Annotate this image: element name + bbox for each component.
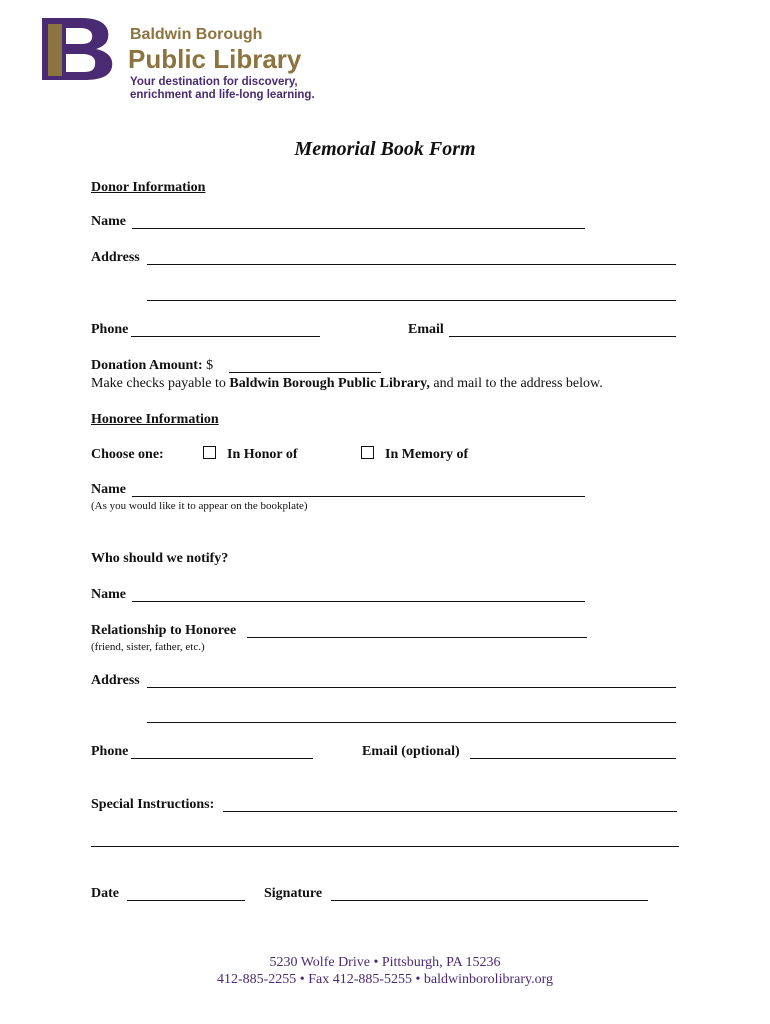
footer-contact: 412-885-2255 • Fax 412-885-5255 • baldwinborolibrary.org [216, 972, 554, 987]
checks-suffix: and mail to the address below. [433, 376, 603, 391]
in-memory-checkbox[interactable] [361, 446, 374, 459]
date-field[interactable] [127, 900, 245, 901]
notify-email-label: Email (optional) [362, 744, 460, 759]
footer-address: 5230 Wolfe Drive • Pittsburgh, PA 15236 [269, 955, 501, 970]
donor-address-field-1[interactable] [147, 264, 676, 265]
notify-phone-label: Phone [91, 744, 129, 759]
donation-currency: $ [206, 358, 214, 373]
notify-email-field[interactable] [470, 758, 676, 759]
notify-phone-field[interactable] [131, 758, 313, 759]
signature-label: Signature [264, 886, 323, 901]
donor-name-field[interactable] [132, 228, 585, 229]
relationship-hint: (friend, sister, father, etc.) [91, 641, 205, 653]
honoree-name-hint: (As you would like it to appear on the bookplate) [91, 500, 308, 512]
notify-address-field-1[interactable] [147, 687, 676, 688]
special-instructions-label: Special Instructions: [91, 797, 215, 812]
logo-tagline-line2: enrichment and life-long learning. [130, 89, 315, 101]
notify-heading: Who should we notify? [91, 551, 229, 566]
logo-name-line2: Public Library [128, 44, 302, 74]
relationship-label: Relationship to Honoree [91, 623, 237, 638]
notify-name-field[interactable] [132, 601, 585, 602]
logo-tagline-line1: Your destination for discovery, [130, 76, 298, 88]
donor-address-label: Address [91, 250, 140, 265]
signature-field[interactable] [331, 900, 648, 901]
logo-b-icon [38, 14, 118, 82]
donor-email-label: Email [408, 322, 444, 337]
donation-amount-field[interactable] [229, 372, 381, 373]
logo-name-line1: Baldwin Borough [130, 26, 263, 43]
donor-phone-field[interactable] [131, 336, 320, 337]
checks-prefix: Make checks payable to [91, 376, 226, 391]
donation-amount-label: Donation Amount: [91, 358, 203, 373]
choose-one-label: Choose one: [91, 447, 164, 462]
in-honor-checkbox[interactable] [203, 446, 216, 459]
in-honor-label: In Honor of [227, 447, 298, 462]
donor-address-field-2[interactable] [147, 300, 676, 301]
notify-name-label: Name [91, 587, 126, 602]
special-instructions-field-2[interactable] [91, 846, 679, 847]
honoree-heading: Honoree Information [91, 412, 219, 427]
donor-email-field[interactable] [449, 336, 676, 337]
donor-name-label: Name [91, 214, 126, 229]
library-logo [38, 14, 318, 104]
notify-address-field-2[interactable] [147, 722, 676, 723]
honoree-name-label: Name [91, 482, 126, 497]
notify-address-label: Address [91, 673, 140, 688]
donor-heading: Donor Information [91, 180, 206, 195]
relationship-field[interactable] [247, 637, 587, 638]
special-instructions-field-1[interactable] [223, 811, 677, 812]
honoree-name-field[interactable] [132, 496, 585, 497]
date-label: Date [91, 886, 119, 901]
form-title: Memorial Book Form [294, 138, 476, 160]
donor-phone-label: Phone [91, 322, 129, 337]
checks-payable-note [91, 376, 603, 392]
checks-payee: Baldwin Borough Public Library, [229, 376, 430, 391]
donation-amount-row [91, 358, 213, 374]
in-memory-label: In Memory of [385, 447, 469, 462]
